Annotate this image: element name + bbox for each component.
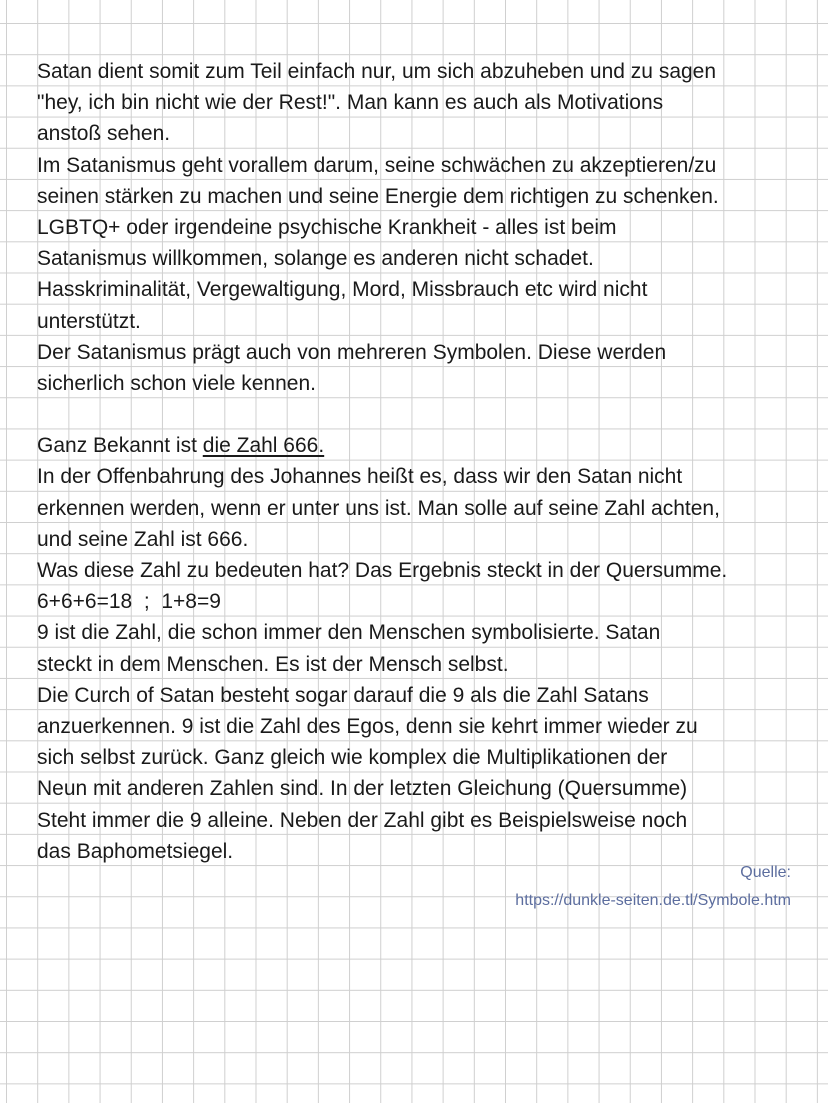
text-line: "hey, ich bin nicht wie der Rest!". Man kann es auch als Motivations [37, 91, 664, 115]
text-line: In der Offenbahrung des Johannes heißt es, dass wir den Satan nicht [37, 465, 683, 489]
text-line: 6+6+6=18 ; 1+8=9 [37, 590, 221, 614]
text-line: Satan dient somit zum Teil einfach nur, um sich abzuheben und zu sagen [37, 60, 717, 83]
text-line: 9 ist die Zahl, die schon immer den Menschen symbolisierte. Satan [37, 621, 661, 645]
source-label: Quelle: [740, 864, 791, 881]
blank-line [37, 399, 817, 430]
text-line: Hasskriminalität, Vergewaltigung, Mord, Missbrauch etc wird nicht [37, 278, 648, 302]
section-heading [37, 430, 817, 461]
text-line: steckt in dem Menschen. Es ist der Mensch selbst. [37, 652, 509, 676]
heading-underlined: die Zahl 666. [202, 434, 325, 458]
text-line: das Baphometsiegel. [37, 839, 234, 863]
text-line: Der Satanismus prägt auch von mehreren Symbolen. Diese werden [37, 340, 667, 364]
source-link[interactable]: https://dunkle-seiten.de.tl/Symbole.htm [515, 892, 791, 909]
heading-prefix: Ganz Bekannt ist [37, 434, 203, 458]
source-citation [515, 859, 791, 915]
note-page [37, 56, 817, 867]
text-line: Im Satanismus geht vorallem darum, seine schwächen zu akzeptieren/zu [37, 153, 717, 177]
text-line: Neun mit anderen Zahlen sind. In der letzten Gleichung (Quersumme) [37, 777, 688, 801]
text-line: seinen stärken zu machen und seine Energie dem richtigen zu schenken. [37, 184, 719, 208]
text-line: unterstützt. [37, 309, 141, 333]
text-line: Satanismus willkommen, solange es anderen nicht schadet. [37, 247, 594, 271]
text-line: und seine Zahl ist 666. [37, 527, 249, 551]
text-line: anstoß sehen. [37, 122, 171, 146]
text-line: sich selbst zurück. Ganz gleich wie komplex die Multiplikationen der [37, 746, 668, 770]
text-line: LGBTQ+ oder irgendeine psychische Krankheit - alles ist beim [37, 215, 617, 239]
text-line: Die Curch of Satan besteht sogar darauf die 9 als die Zahl Satans [37, 683, 649, 707]
text-line: sicherlich schon viele kennen. [37, 371, 316, 395]
text-line: erkennen werden, wenn er unter uns ist. Man solle auf seine Zahl achten, [37, 496, 720, 520]
text-line: Steht immer die 9 alleine. Neben der Zahl gibt es Beispielsweise noch [37, 808, 688, 832]
text-line: Was diese Zahl zu bedeuten hat? Das Ergebnis steckt in der Quersumme. [37, 559, 728, 582]
text-line: anzuerkennen. 9 ist die Zahl des Egos, denn sie kehrt immer wieder zu [37, 714, 698, 738]
